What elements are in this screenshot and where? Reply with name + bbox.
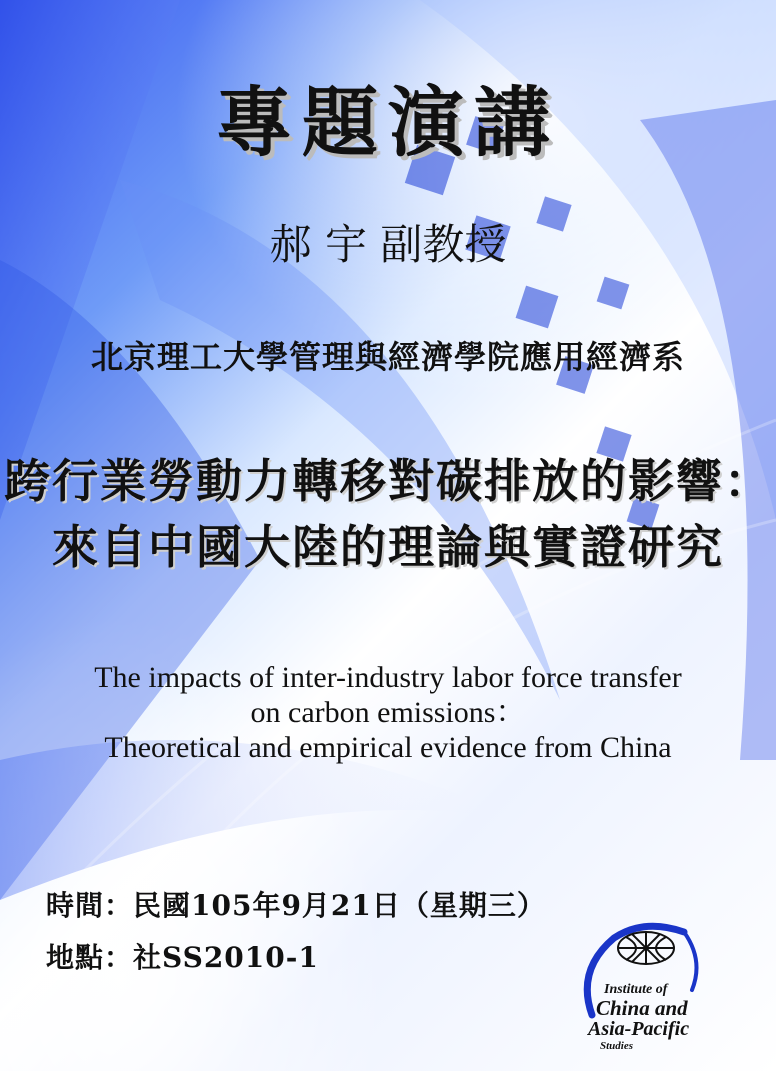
talk-title-chinese-line2: 來自中國大陸的理論與實證研究 <box>52 520 724 574</box>
talk-title-english-line3: Theoretical and empirical evidence from China <box>104 731 672 764</box>
talk-title-english-line1: The impacts of inter-industry labor force transfer <box>94 661 682 694</box>
institute-logo <box>570 920 770 1060</box>
event-time: 時間：民國105年9月21日（星期三） <box>46 889 546 922</box>
talk-title-english-line2: on carbon emissions： <box>250 696 526 729</box>
talk-title-chinese <box>0 448 776 580</box>
speaker-name: 郝 宇 副教授 <box>269 220 507 269</box>
event-location: 地點：社SS2010-1 <box>46 941 319 974</box>
logo-text-line4: Studies <box>600 1040 634 1052</box>
logo-text-line1: Institute of <box>604 982 668 997</box>
talk-title-english <box>0 660 776 765</box>
talk-title-chinese-line1: 跨行業勞動力轉移對碳排放的影響： <box>4 454 772 508</box>
page-title: 專題演講 <box>216 78 560 167</box>
logo-text-line2: China and <box>596 996 688 1020</box>
logo-text-line3: Asia-Pacific <box>588 1018 690 1040</box>
speaker-affiliation: 北京理工大學管理與經濟學院應用經濟系 <box>90 338 685 376</box>
